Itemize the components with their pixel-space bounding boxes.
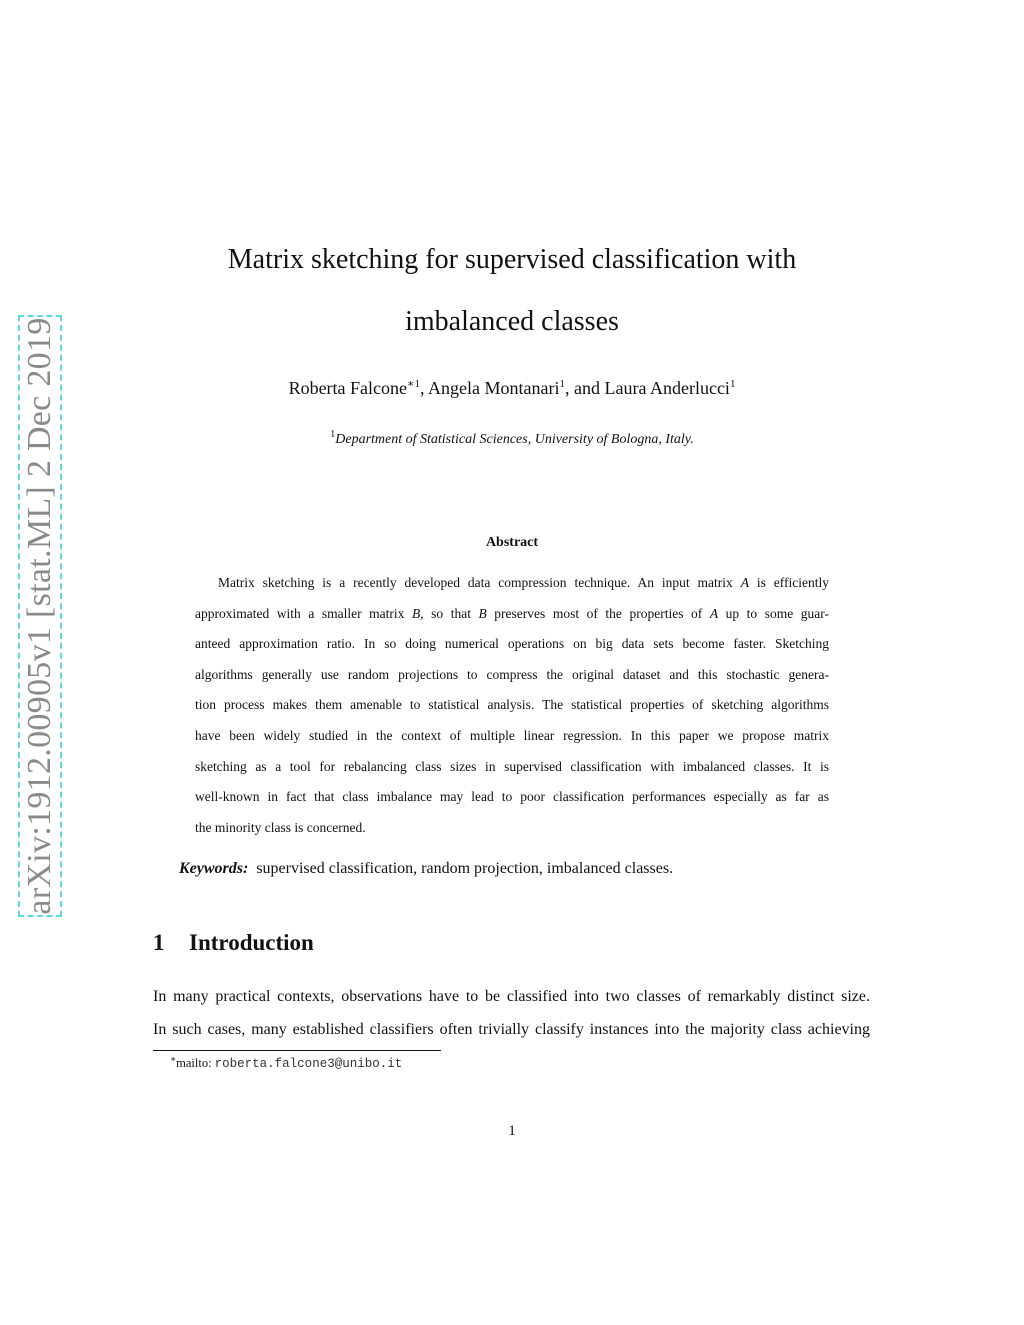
author-name: Laura Anderlucci [604,378,730,398]
abstract-line [195,568,829,599]
author-name: Roberta Falcone [288,378,408,398]
abstract-text: algorithms generally use random projections to compress the original dataset and this stochastic genera- [195,666,829,682]
paper-title-line-1: Matrix sketching for supervised classification with [227,244,797,275]
body-text-line: In many practical contexts, observations have to be classified into two classes of remarkably distinct size. [153,988,870,1005]
abstract-text: well-known in fact that class imbalance may lead to poor classification performances especially as far as [195,789,829,805]
keywords [179,860,673,878]
abstract-text: tion process makes them amenable to statistical analysis. The statistical properties of sketching algorithms [195,697,829,713]
section-heading-introduction [153,930,314,956]
author-name: Angela Montanari [428,378,560,398]
abstract-text: is efficiently [748,575,830,590]
author-separator: , and [565,378,605,398]
footnote [170,1054,402,1071]
math-variable: B [478,605,487,621]
footnote-email-link[interactable]: roberta.falcone3@unibo.it [214,1057,403,1071]
abstract-line [195,721,829,752]
abstract-line [195,752,829,783]
abstract-text: sketching as a tool for rebalancing class sizes in supervised classification with imbalanced classes. It is [195,758,829,774]
section-title: Introduction [189,930,314,955]
author-separator: , [420,378,429,398]
author-mark: ∗1 [407,378,421,390]
abstract-line [195,629,829,660]
abstract-text: , so that [420,605,479,621]
abstract-line [195,813,829,844]
footnote-label: mailto: [176,1056,215,1070]
abstract-line [195,660,829,691]
affiliation-mark: 1 [330,429,336,440]
abstract-line [195,599,829,630]
keywords-text: supervised classification, random projection, imbalanced classes. [256,860,674,877]
math-variable: A [740,575,749,590]
abstract-text: have been widely studied in the context of multiple linear regression. In this paper we propose matrix [195,727,829,743]
abstract-text: the minority class is concerned. [195,819,366,835]
author-mark: 1 [559,378,565,390]
author-list [0,377,1024,399]
abstract-line [195,690,829,721]
page-number: 1 [508,1123,516,1139]
footnote-rule [153,1050,441,1051]
math-variable: B [411,605,421,621]
author-mark: 1 [729,378,736,390]
arxiv-identifier-stamp [18,315,62,917]
abstract-line [195,782,829,813]
section-number: 1 [153,930,165,955]
abstract-heading: Abstract [485,535,539,550]
abstract-text: up to some guar- [718,605,829,621]
paper-title-line-2: imbalanced classes [405,306,619,337]
abstract-body [195,568,829,843]
body-text-line: In such cases, many established classifiers often trivially classify instances into the majority class achieving [153,1021,870,1038]
affiliation [0,429,1024,448]
abstract-text: Matrix sketching is a recently developed data compression technique. An input matrix [218,575,741,590]
affiliation-text: Department of Statistical Sciences, University of Bologna, Italy. [335,432,694,447]
abstract-text: preserves most of the properties of [486,605,710,621]
arxiv-identifier-text: arXiv:1912.00905v1 [stat.ML] 2 Dec 2019 [21,317,58,915]
footnote-mark: ∗ [170,1054,177,1064]
abstract-text: approximated with a smaller matrix [195,605,412,621]
body-text [153,985,870,1051]
math-variable: A [709,605,719,621]
keywords-label: Keywords: [179,860,249,877]
abstract-text: anteed approximation ratio. In so doing numerical operations on big data sets become faster. Sketching [195,636,829,652]
